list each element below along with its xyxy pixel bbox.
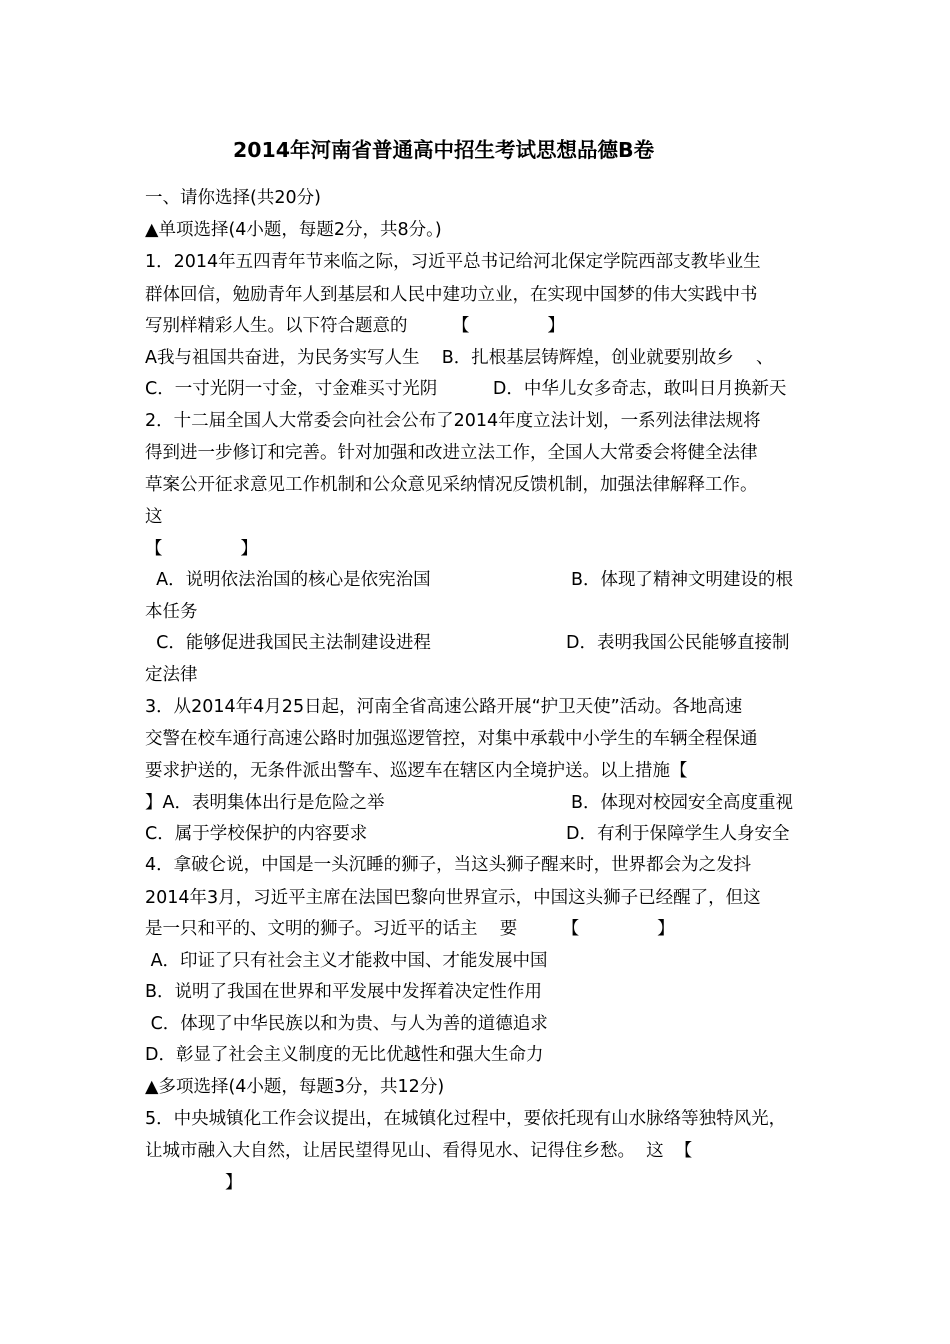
question-3-option-d: D．有利于保障学生人身安全 — [566, 824, 790, 844]
question-4-line-3: 是一只和平的、文明的狮子。习近平的话主 要 【 】 — [145, 919, 675, 939]
subsection-heading: ▲单项选择(4小题，每题2分，共8分。) — [145, 220, 442, 240]
question-2-option-b-cont: 本任务 — [145, 602, 198, 622]
question-5-line-2: 让城市融入大自然，让居民望得见山、看得见水、记得住乡愁。 这 【 — [145, 1141, 693, 1161]
question-5-answer-bracket: 】 — [225, 1173, 243, 1193]
question-2-option-a: A．说明依法治国的核心是依宪治国 — [145, 570, 431, 590]
question-3-option-c: C．属于学校保护的内容要求 — [145, 824, 368, 844]
question-2-line-3: 草案公开征求意见工作机制和公众意见采纳情况反馈机制，加强法律解释工作。 — [145, 475, 758, 495]
question-2-option-c: C．能够促进我国民主法制建设进程 — [145, 633, 431, 653]
question-1-line-1: 1．2014年五四青年节来临之际，习近平总书记给河北保定学院西部支教毕业生 — [145, 252, 761, 272]
question-2-option-b: B．体现了精神文明建设的根 — [571, 570, 794, 590]
question-3-line-2: 交警在校车通行高速公路时加强巡逻管控，对集中承载中小学生的车辆全程保通 — [145, 729, 758, 749]
question-3-option-b: B．体现对校园安全高度重视 — [571, 793, 794, 813]
question-4-option-b: B．说明了我国在世界和平发展中发挥着决定性作用 — [145, 982, 543, 1002]
question-3-line-3: 要求护送的，无条件派出警车、巡逻车在辖区内全境护送。以上措施【 — [145, 761, 688, 781]
question-2-option-d-cont: 定法律 — [145, 665, 198, 685]
question-1-options-cd: C．一寸光阴一寸金，寸金难买寸光阴 D．中华儿女多奇志，敢叫日月换新天 — [145, 379, 787, 399]
question-2-answer-bracket: 【 】 — [145, 539, 258, 559]
question-1-options-ab: A我与祖国共奋进，为民务实写人生 B．扎根基层铸辉煌，创业就要别故乡 、 — [145, 348, 774, 368]
question-2-line-1: 2．十二届全国人大常委会向社会公布了2014年度立法计划，一系列法律法规将 — [145, 411, 761, 431]
question-4-option-c: C．体现了中华民族以和为贵、与人为善的道德追求 — [145, 1014, 548, 1034]
question-2-option-d: D．表明我国公民能够直接制 — [566, 633, 790, 653]
question-3-option-a: 】A．表明集体出行是危险之举 — [145, 793, 385, 813]
question-2-line-4: 这 — [145, 507, 163, 527]
question-4-option-a: A．印证了只有社会主义才能救中国、才能发展中国 — [145, 951, 548, 971]
question-1-line-2: 群体回信，勉励青年人到基层和人民中建功立业，在实现中国梦的伟大实践中书 — [145, 285, 758, 305]
subsection-heading-multiple: ▲多项选择(4小题，每题3分，共12分) — [145, 1077, 445, 1097]
question-3-line-1: 3．从2014年4月25日起，河南全省高速公路开展“护卫天使”活动。各地高速 — [145, 697, 743, 717]
question-4-line-1: 4．拿破仑说，中国是一头沉睡的狮子，当这头狮子醒来时，世界都会为之发抖 — [145, 855, 752, 875]
question-4-option-d: D．彰显了社会主义制度的无比优越性和强大生命力 — [145, 1045, 544, 1065]
question-5-line-1: 5．中央城镇化工作会议提出，在城镇化过程中，要依托现有山水脉络等独特风光， — [145, 1109, 787, 1129]
page-title: 2014年河南省普通高中招生考试思想品德B卷 — [233, 138, 655, 162]
question-1-line-3: 写别样精彩人生。以下符合题意的 【 】 — [145, 316, 565, 336]
question-4-line-2: 2014年3月，习近平主席在法国巴黎向世界宣示，中国这头狮子已经醒了，但这 — [145, 888, 761, 908]
question-2-line-2: 得到进一步修订和完善。针对加强和改进立法工作，全国人大常委会将健全法律 — [145, 443, 758, 463]
section-heading: 一、请你选择(共20分) — [145, 188, 321, 208]
